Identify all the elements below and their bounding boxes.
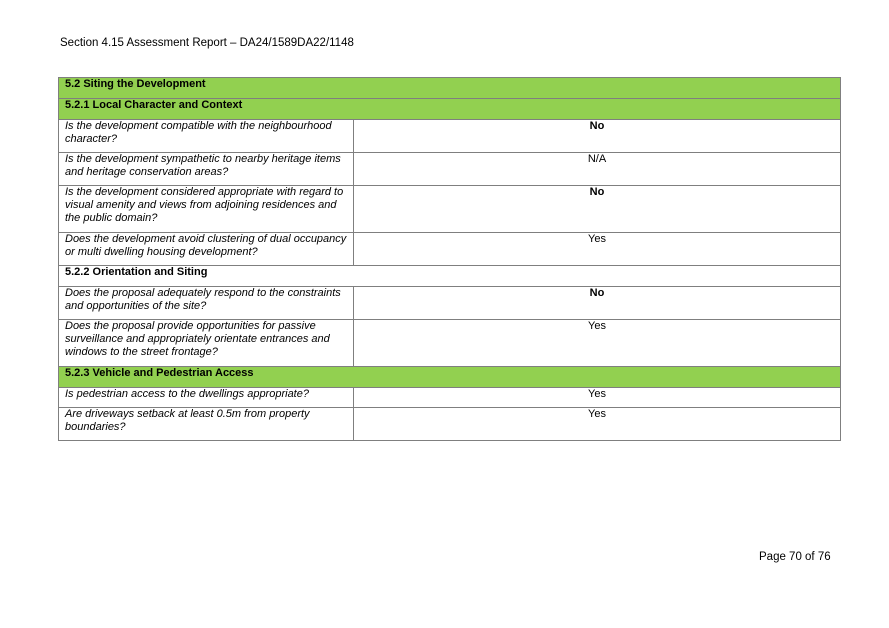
question-row bbox=[59, 186, 841, 233]
question-cell: Does the proposal provide opportunities for passive surveillance and appropriately orientate entrances and windows to the street frontage? bbox=[59, 320, 354, 367]
subsection-heading-row bbox=[59, 266, 841, 287]
answer-cell: Yes bbox=[354, 388, 841, 408]
answer-cell: Yes bbox=[354, 320, 841, 367]
question-row bbox=[59, 287, 841, 320]
question-cell: Is the development sympathetic to nearby heritage items and heritage conservation areas? bbox=[59, 153, 354, 186]
section-heading: 5.2 Siting the Development bbox=[59, 78, 841, 99]
page-number: Page 70 of 76 bbox=[759, 551, 831, 563]
subsection-heading-row bbox=[59, 99, 841, 120]
answer-cell: N/A bbox=[354, 153, 841, 186]
subsection-heading-row bbox=[59, 367, 841, 388]
answer-cell: No bbox=[354, 287, 841, 320]
question-row bbox=[59, 233, 841, 266]
question-cell: Is the development considered appropriate with regard to visual amenity and views from adjoining residences and the public domain? bbox=[59, 186, 354, 233]
answer-cell: No bbox=[354, 120, 841, 153]
document-header: Section 4.15 Assessment Report – DA24/1589DA22/1148 bbox=[60, 37, 354, 49]
question-row bbox=[59, 120, 841, 153]
answer-cell: No bbox=[354, 186, 841, 233]
subsection-heading: 5.2.3 Vehicle and Pedestrian Access bbox=[59, 367, 841, 388]
question-row bbox=[59, 153, 841, 186]
question-row bbox=[59, 320, 841, 367]
section-heading-row bbox=[59, 78, 841, 99]
subsection-heading: 5.2.1 Local Character and Context bbox=[59, 99, 841, 120]
question-cell: Are driveways setback at least 0.5m from property boundaries? bbox=[59, 408, 354, 441]
question-cell: Does the development avoid clustering of dual occupancy or multi dwelling housing development? bbox=[59, 233, 354, 266]
question-row bbox=[59, 408, 841, 441]
question-cell: Does the proposal adequately respond to the constraints and opportunities of the site? bbox=[59, 287, 354, 320]
subsection-heading: 5.2.2 Orientation and Siting bbox=[59, 266, 841, 287]
question-cell: Is the development compatible with the neighbourhood character? bbox=[59, 120, 354, 153]
answer-cell: Yes bbox=[354, 408, 841, 441]
question-row bbox=[59, 388, 841, 408]
question-cell: Is pedestrian access to the dwellings appropriate? bbox=[59, 388, 354, 408]
assessment-table bbox=[58, 77, 841, 441]
answer-cell: Yes bbox=[354, 233, 841, 266]
